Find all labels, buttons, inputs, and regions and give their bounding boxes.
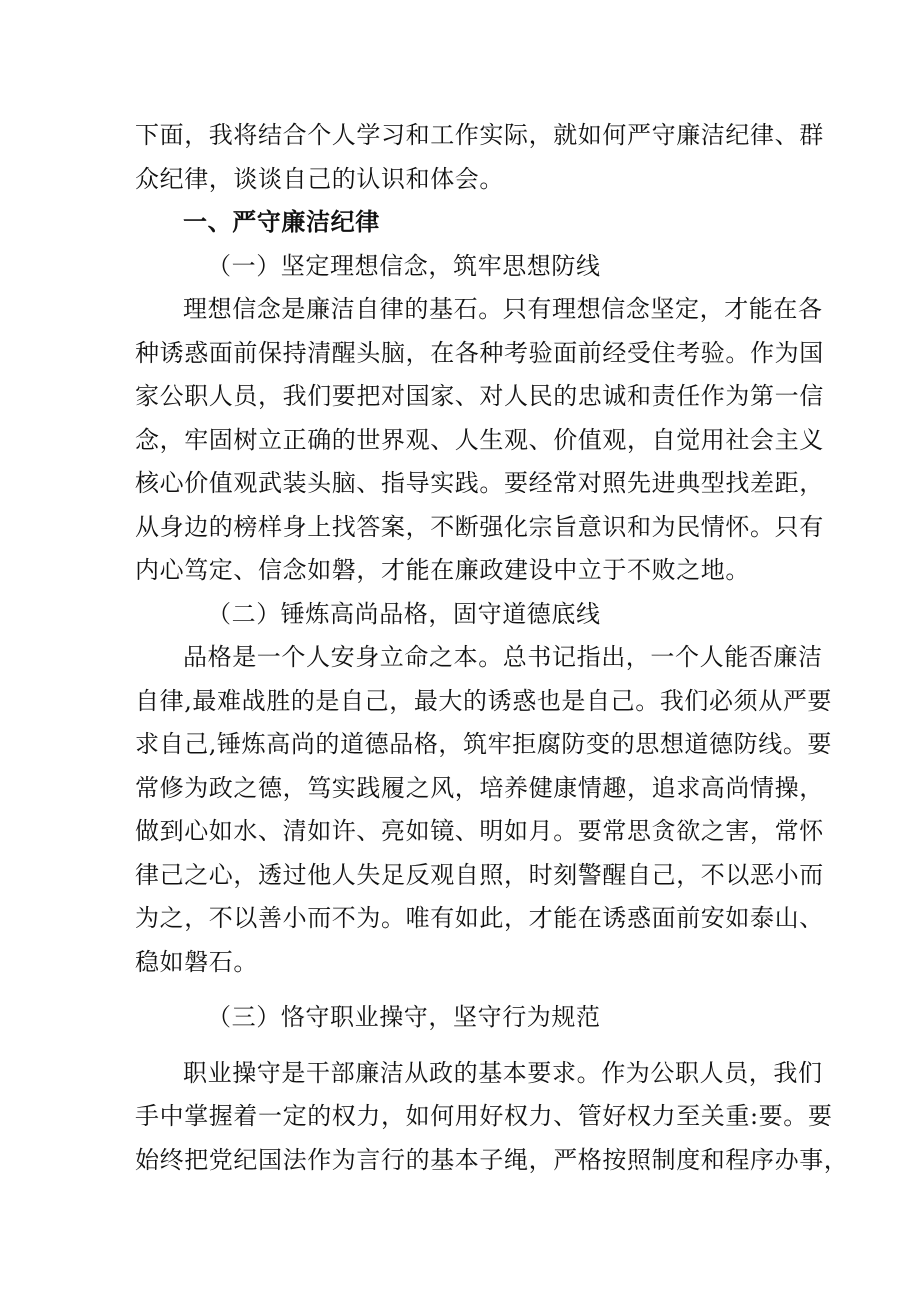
paragraph-line: 理想信念是廉洁自律的基石。只有理想信念坚定，才能在各 — [183, 295, 823, 323]
subsection-heading-1: （一）坚定理想信念，筑牢思想防线 — [207, 251, 601, 280]
paragraph-line: 求自己,锤炼高尚的道德品格，筑牢拒腐防变的思想道德防线。要 — [135, 730, 833, 758]
paragraph-line: 核心价值观武装头脑、指导实践。要经常对照先进典型找差距， — [135, 469, 824, 497]
intro-paragraph — [135, 114, 824, 201]
paragraph-line: 职业操守是干部廉洁从政的基本要求。作为公职人员，我们 — [183, 1058, 823, 1087]
paragraph-line: 始终把党纪国法作为言行的基本子绳，严格按照制度和程序办事， — [135, 1145, 849, 1174]
subsection-heading-3: （三）恪守职业操守，坚守行为规范 — [207, 1003, 601, 1031]
paragraph-line: 为之，不以善小而不为。唯有如此，才能在诱惑面前安如泰山、 — [135, 904, 824, 932]
document-body — [135, 114, 849, 1182]
paragraph-line: 稳如磐石。 — [135, 947, 258, 976]
paragraph-line: 常修为政之德，笃实践履之风，培养健康情趣，追求高尚情操， — [135, 773, 824, 802]
paragraph-character — [135, 636, 833, 984]
paragraph-line: 内心笃定、信念如磐，才能在廉政建设中立于不败之地。 — [135, 556, 750, 584]
paragraph-line: 念，牢固树立正确的世界观、人生观、价值观，自觉用社会主义 — [135, 425, 824, 454]
paragraph-line: 做到心如水、清如许、亮如镜、明如月。要常思贪欲之害，常怀 — [135, 817, 824, 845]
paragraph-line: 种诱惑面前保持清醒头脑，在各种考验面前经受住考验。作为国 — [135, 338, 824, 367]
paragraph-line: 律己之心，透过他人失足反观自照，时刻警醒自己，不以恶小而 — [135, 860, 824, 889]
paragraph-line: 家公职人员，我们要把对国家、对人民的忠诚和责任作为第一信 — [135, 382, 824, 410]
section-heading-1: 一、严守廉洁纪律 — [183, 208, 380, 236]
intro-line-1: 下面，我将结合个人学习和工作实际，就如何严守廉洁纪律、群 — [135, 121, 824, 149]
intro-line-2: 众纪律，谈谈自己的认识和体会。 — [135, 164, 504, 193]
paragraph-ideals — [135, 288, 824, 593]
paragraph-line: 自律,最难战胜的是自己，最大的诱惑也是自己。我们必须从严要 — [135, 686, 833, 715]
paragraph-line: 手中掌握着一定的权力，如何用好权力、管好权力至关重:要。要 — [135, 1102, 833, 1130]
subsection-heading-2: （二）锤炼高尚品格，固守道德底线 — [207, 599, 601, 628]
paragraph-ethics — [135, 1052, 849, 1183]
paragraph-line: 从身边的榜样身上找答案，不断强化宗旨意识和为民情怀。只有 — [135, 512, 824, 541]
paragraph-line: 品格是一个人安身立命之本。总书记指出，一个人能否廉洁 — [183, 643, 823, 671]
